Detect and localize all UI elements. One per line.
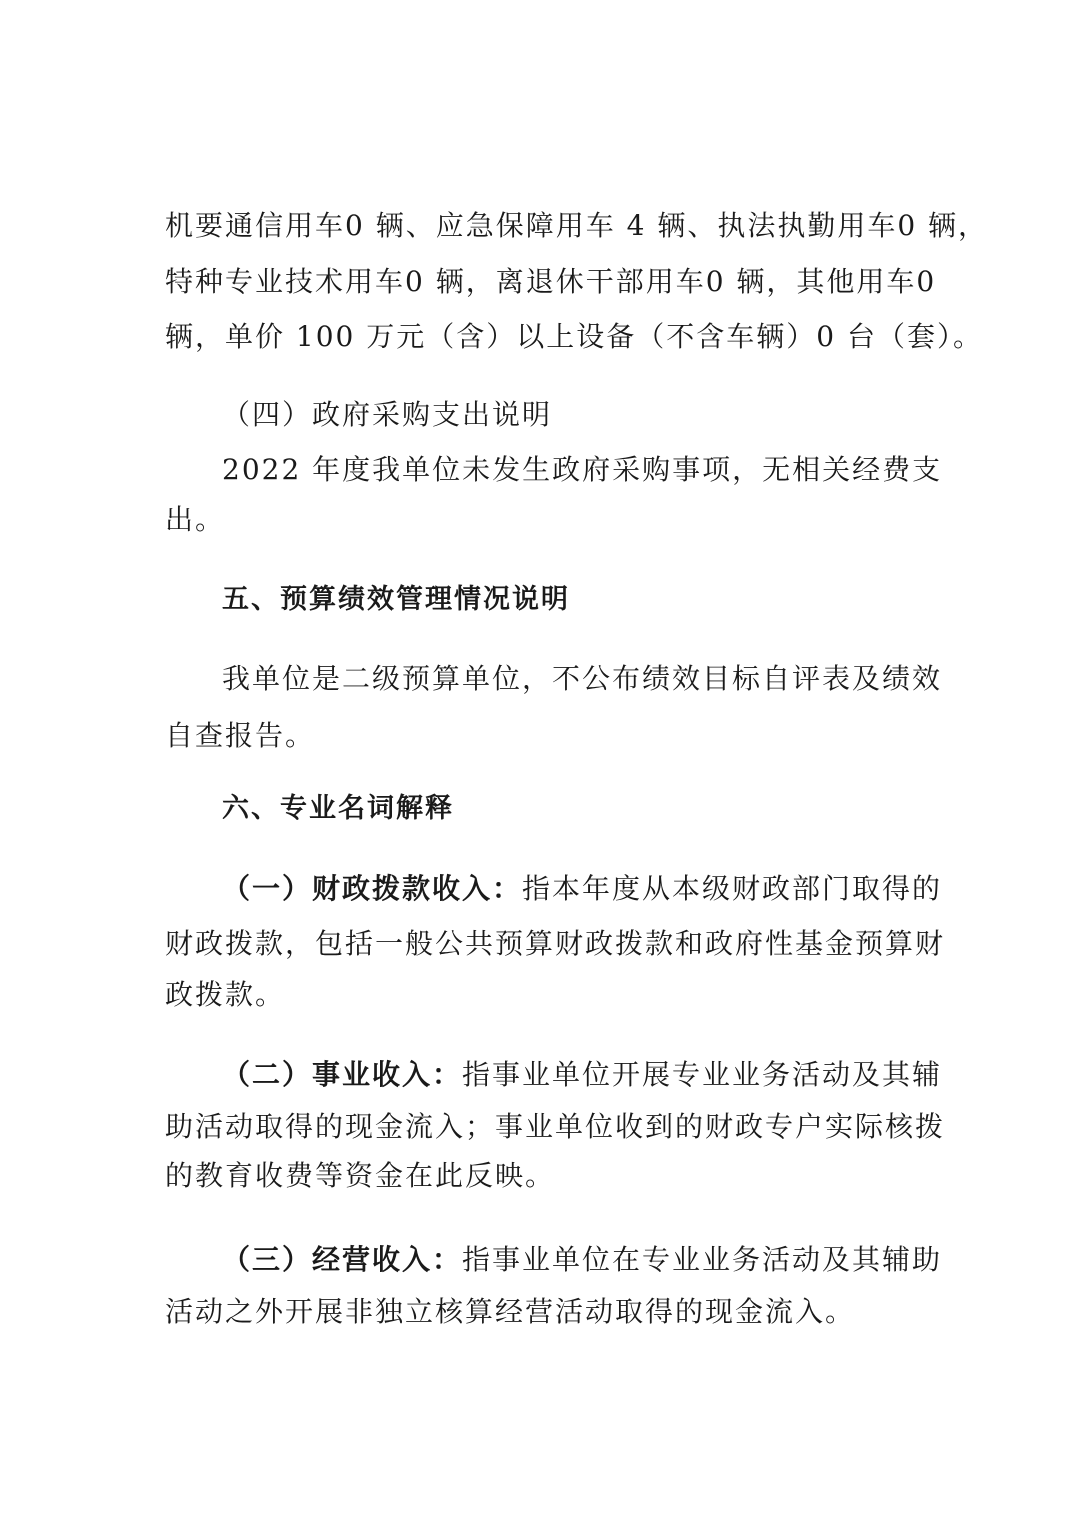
term-2-line-3: 的教育收费等资金在此反映。 — [165, 1159, 556, 1192]
term-1-definition-start: 指本年度从本级财政部门取得的 — [522, 872, 943, 905]
term-3-line-2: 活动之外开展非独立核算经营活动取得的现金流入。 — [165, 1295, 856, 1328]
term-2-line-1 — [222, 1055, 943, 1095]
term-1-line-2: 财政拨款，包括一般公共预算财政拨款和政府性基金预算财 — [165, 927, 946, 960]
term-3-label: （三）经营收入： — [222, 1243, 463, 1276]
procurement-line-2: 出。 — [165, 503, 226, 536]
term-2-label: （二）事业收入： — [222, 1058, 463, 1091]
procurement-heading: （四）政府采购支出说明 — [222, 398, 553, 431]
term-1-line-3: 政拨款。 — [165, 978, 286, 1011]
term-1-line-1 — [222, 869, 943, 909]
procurement-line-1: 2022 年度我单位未发生政府采购事项，无相关经费支 — [222, 453, 943, 486]
term-3-definition-start: 指事业单位在专业业务活动及其辅助 — [462, 1243, 943, 1276]
term-2-definition-start: 指事业单位开展专业业务活动及其辅 — [462, 1058, 943, 1091]
section-five-line-1: 我单位是二级预算单位，不公布绩效目标自评表及绩效 — [222, 662, 943, 695]
term-3-line-1 — [222, 1240, 943, 1280]
section-five-heading: 五、预算绩效管理情况说明 — [222, 584, 570, 615]
vehicles-line-2: 特种专业技术用车0 辆，离退休干部用车0 辆，其他用车0 — [165, 265, 937, 298]
term-2-line-2: 助活动取得的现金流入；事业单位收到的财政专户实际核拨 — [165, 1110, 946, 1143]
vehicles-line-3: 辆，单价 100 万元（含）以上设备（不含车辆）0 台（套）。 — [165, 320, 983, 353]
vehicles-line-1: 机要通信用车0 辆、应急保障用车 4 辆、执法执勤用车0 辆， — [165, 209, 989, 242]
section-six-heading: 六、专业名词解释 — [222, 793, 454, 824]
section-five-line-2: 自查报告。 — [165, 719, 316, 752]
term-1-label: （一）财政拨款收入： — [222, 872, 523, 905]
